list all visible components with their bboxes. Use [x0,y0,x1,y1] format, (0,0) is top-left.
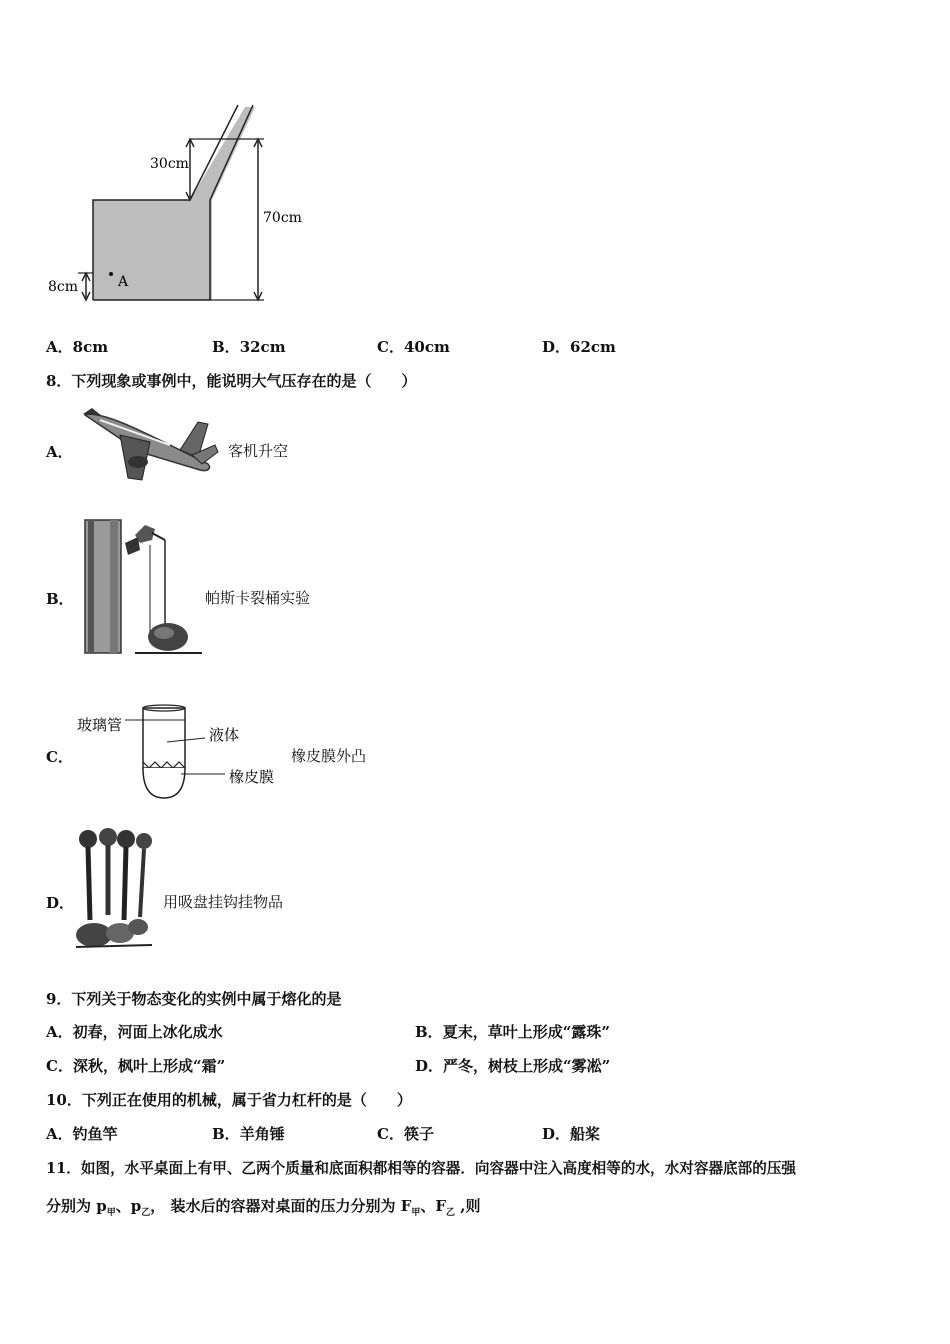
label-liquid: 液体 [209,726,240,744]
dimension-30cm-label: 30cm [150,156,189,172]
q10-option-c[interactable] [377,1123,434,1144]
q9-option-a[interactable] [46,1021,223,1042]
option-letter: A． [46,338,73,356]
q11-text: 、F [420,1197,447,1215]
q8-option-c-caption: 橡皮膜外凸 [291,747,367,765]
q8-option-a-caption: 客机升空 [228,442,289,460]
q8-option-b-letter[interactable]: B． [46,590,74,608]
option-text: 筷子 [403,1125,434,1143]
q11-text: 、p [115,1197,142,1215]
option-text: 8cm [72,338,109,356]
q11-text: ,则 [455,1197,481,1215]
q11-line2 [46,1195,481,1218]
subscript-yi: 乙 [141,1208,151,1218]
q10-stem: 10．下列正在使用的机械，属于省力杠杆的是（ ） [46,1091,412,1109]
option-letter: C． [46,1057,73,1075]
q10-option-d[interactable] [542,1123,600,1144]
option-text: 严冬，树枝上形成“雾凇” [443,1057,611,1075]
q8-stem: 8．下列现象或事例中，能说明大气压存在的是（ ） [46,372,417,390]
option-letter: D． [542,338,571,356]
option-letter: B． [415,1023,443,1041]
option-letter: B． [212,1125,240,1143]
q7-option-d[interactable] [542,336,616,357]
q8-option-d-letter[interactable]: D． [46,894,75,912]
q8-option-b-caption: 帕斯卡裂桶实验 [205,589,311,607]
option-text: 羊角锤 [239,1125,285,1143]
q9-option-b[interactable] [415,1021,610,1042]
subscript-jia: 甲 [106,1208,116,1218]
q11-line1: 11．如图，水平桌面上有甲、乙两个质量和底面积都相等的容器．向容器中注入高度相等的水，水对容器底部的压强 [46,1160,797,1177]
q10-option-a[interactable] [46,1123,118,1144]
option-letter: C． [377,1125,404,1143]
q7-option-a[interactable] [46,336,108,357]
option-letter: C． [377,338,404,356]
q9-stem: 9．下列关于物态变化的实例中属于熔化的是 [46,990,342,1008]
suction-hook-image [72,825,162,955]
option-letter: D． [542,1125,571,1143]
subscript-yi: 乙 [446,1208,456,1218]
option-letter: B． [212,338,240,356]
q11-text: ， 装水后的容器对桌面的压力分别为 F [150,1197,412,1215]
subscript-jia: 甲 [411,1208,421,1218]
q7-option-c[interactable] [377,336,450,357]
label-rubber-membrane: 橡皮膜 [229,768,275,786]
dimension-70cm-label: 70cm [263,210,302,226]
option-letter: D． [415,1057,444,1075]
option-text: 初春，河面上冰化成水 [72,1023,223,1041]
dimension-8cm-label: 8cm [48,279,79,295]
q9-option-d[interactable] [415,1055,610,1076]
option-text: 32cm [239,338,286,356]
option-text: 钓鱼竿 [72,1125,118,1143]
container-water-fill [93,107,255,300]
q9-option-c[interactable] [46,1055,225,1076]
tube-membrane-image [75,700,290,805]
option-text: 船桨 [570,1125,601,1143]
option-text: 夏末，草叶上形成“露珠” [442,1023,610,1041]
q8-option-a-letter[interactable]: A． [46,443,73,461]
option-text: 62cm [570,338,616,356]
label-glass-tube: 玻璃管 [77,716,123,734]
q8-option-c-letter[interactable]: C． [46,748,73,766]
pascal-barrel-image [80,515,205,660]
point-a-label: A [118,274,129,290]
q10-option-b[interactable] [212,1123,285,1144]
q8-option-d-caption: 用吸盘挂钩挂物品 [163,893,284,911]
airplane-image [80,400,220,485]
q7-option-b[interactable] [212,336,286,357]
option-text: 深秋，枫叶上形成“霜” [72,1057,226,1075]
option-letter: A． [46,1023,73,1041]
q11-text: 分别为 p [46,1197,107,1215]
option-text: 40cm [403,338,450,356]
point-a-dot [109,272,113,276]
container-diagram [40,95,330,310]
option-letter: A． [46,1125,73,1143]
